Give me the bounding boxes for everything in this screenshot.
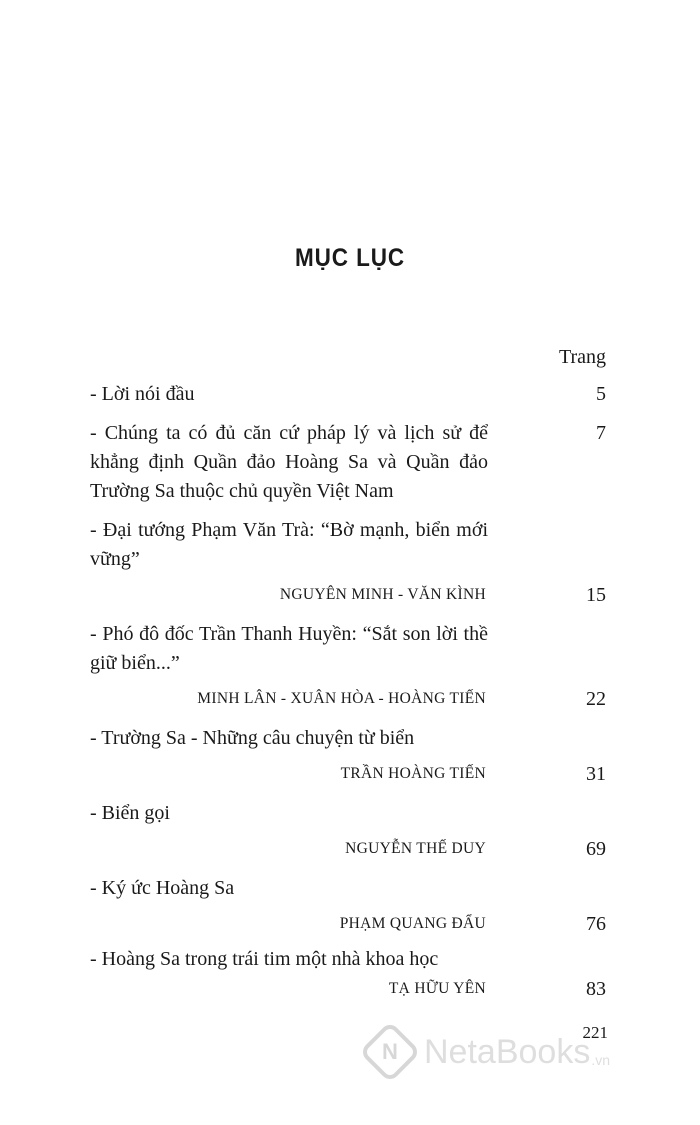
toc-entry-title: - Chúng ta có đủ căn cứ pháp lý và lịch sử để khẳng định Quần đảo Hoàng Sa và Quần đảo Trường Sa thuộc chủ quyền Việt Nam	[90, 422, 488, 502]
toc-entry-author: NGUYÊN MINH - VĂN KÌNH	[279, 586, 486, 603]
toc-entry-page: 22	[586, 688, 606, 710]
toc-entry	[90, 874, 606, 939]
toc-entry-author-row	[90, 580, 606, 610]
toc-entry-page: 69	[586, 838, 606, 860]
table-of-contents	[90, 380, 606, 1004]
toc-entry-author-row	[90, 759, 606, 789]
toc-entry	[90, 620, 606, 714]
toc-entry	[90, 419, 606, 506]
toc-entry-page: 76	[586, 913, 606, 935]
toc-entry-title: - Đại tướng Phạm Văn Trà: “Bờ mạnh, biển mới vững”	[90, 519, 488, 570]
toc-entry-author: NGUYỄN THẾ DUY	[345, 840, 486, 857]
toc-entry-page: 83	[586, 978, 606, 1000]
toc-entry-author: TẠ HỮU YÊN	[388, 980, 486, 997]
watermark	[368, 1030, 610, 1074]
toc-entry	[90, 799, 606, 864]
toc-entry	[90, 724, 606, 789]
toc-entry-author-row	[90, 684, 606, 714]
toc-entry	[90, 516, 606, 610]
toc-entry-author: TRẦN HOÀNG TIẾN	[340, 765, 486, 782]
page-column-header: Trang	[558, 346, 606, 368]
toc-entry-title: - Lời nói đầu	[90, 383, 195, 405]
toc-entry-title: - Trường Sa - Những câu chuyện từ biển	[90, 727, 415, 749]
toc-entry-author-row	[90, 909, 606, 939]
logo-letter: N	[382, 1038, 398, 1064]
watermark-brand: NetaBooks	[424, 1032, 591, 1071]
toc-entry	[90, 945, 606, 1004]
toc-entry-title: - Phó đô đốc Trần Thanh Huyền: “Sắt son lời thề giữ biển...”	[90, 623, 488, 674]
toc-entry-page: 31	[586, 763, 606, 785]
toc-entry-title: - Ký ức Hoàng Sa	[90, 877, 235, 899]
netabooks-logo-icon	[359, 1021, 421, 1083]
toc-entry-author: PHẠM QUANG ĐẨU	[339, 915, 486, 932]
toc-entry-title: - Biển gọi	[90, 802, 170, 824]
toc-entry-title: - Hoàng Sa trong trái tim một nhà khoa học	[90, 948, 439, 970]
toc-entry-page: 7	[596, 422, 606, 444]
page-title: MỤC LỤC	[294, 244, 406, 272]
watermark-suffix: .vn	[591, 1052, 611, 1068]
toc-entry-page: 5	[596, 383, 606, 405]
toc-entry-page: 15	[586, 584, 606, 606]
toc-entry-author: MINH LÂN - XUÂN HÒA - HOÀNG TIẾN	[197, 690, 486, 707]
toc-entry-author-row	[90, 834, 606, 864]
page-number: 221	[582, 1023, 608, 1042]
toc-entry	[90, 380, 606, 409]
toc-entry-author-row	[90, 974, 606, 1004]
